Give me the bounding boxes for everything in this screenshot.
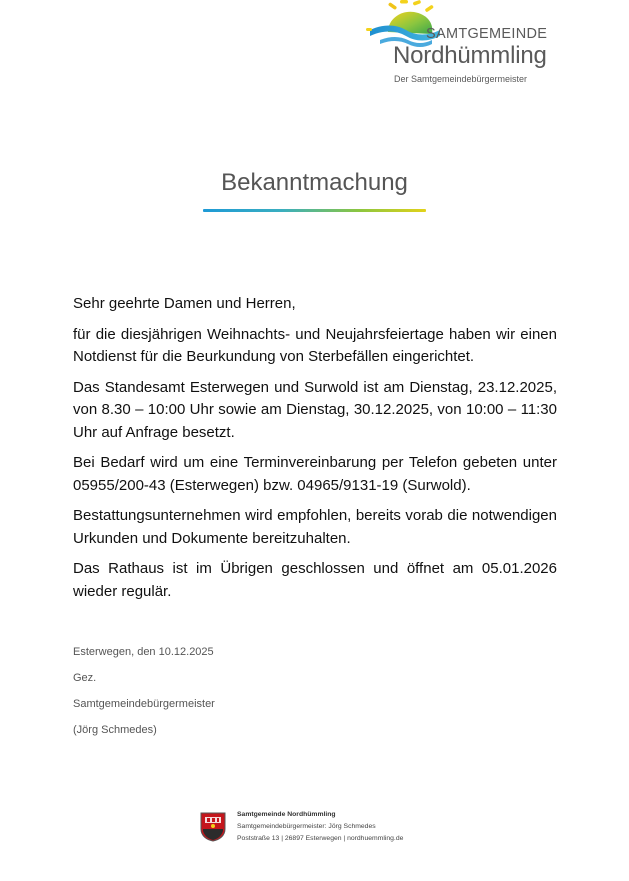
footer-address: Poststraße 13 | 26897 Esterwegen | nordhuemmling.de <box>237 835 404 842</box>
samtgemeinde-logo <box>366 0 566 90</box>
page-title: Bekanntmachung <box>221 169 408 196</box>
signatory-title: Samtgemeindebürgermeister <box>73 698 215 710</box>
footer-org: Samtgemeinde Nordhümmling <box>237 811 336 818</box>
place-date: Esterwegen, den 10.12.2025 <box>73 646 214 658</box>
paragraph-bestattung: Bestattungsunternehmen wird empfohlen, bereits vorab die notwendigen Urkunden und Dokumente bereitzuhalten. <box>73 507 557 547</box>
footer-contact <box>237 809 403 845</box>
footer-mayor: Samtgemeindebürgermeister: Jörg Schmedes <box>237 823 376 830</box>
salutation: Sehr geehrte Damen und Herren, <box>73 295 296 312</box>
logo-nordhuemmling-text: Nordhümmling <box>393 42 547 69</box>
paragraph-rathaus: Das Rathaus ist im Übrigen geschlossen und öffnet am 05.01.2026 wieder regulär. <box>73 560 557 600</box>
signatory-name: (Jörg Schmedes) <box>73 724 157 736</box>
paragraph-standesamt: Das Standesamt Esterwegen und Surwold ist am Dienstag, 23.12.2025, von 8.30 – 10:00 Uhr sowie am Dienstag, 30.12.2025, von 10:00 – 11:30 Uhr auf Anfrage besetzt. <box>73 378 557 441</box>
title-underline <box>203 209 426 212</box>
logo-samtgemeinde-text: SAMTGEMEINDE <box>426 26 548 42</box>
logo-subtitle: Der Samtgemeindebürgermeister <box>394 74 528 84</box>
paragraph-telefon: Bei Bedarf wird um eine Terminvereinbarung per Telefon gebeten unter 05955/200-43 (Esterwegen) bzw. 04965/9131-19 (Surwold). <box>73 454 557 494</box>
announcement-body <box>73 293 557 611</box>
coat-of-arms-icon <box>200 812 226 842</box>
paragraph-notdienst: für die diesjährigen Weihnachts- und Neujahrsfeiertage haben wir einen Notdienst für die Beurkundung von Sterbefällen eingerichtet. <box>73 325 557 365</box>
signed-note: Gez. <box>73 672 97 684</box>
